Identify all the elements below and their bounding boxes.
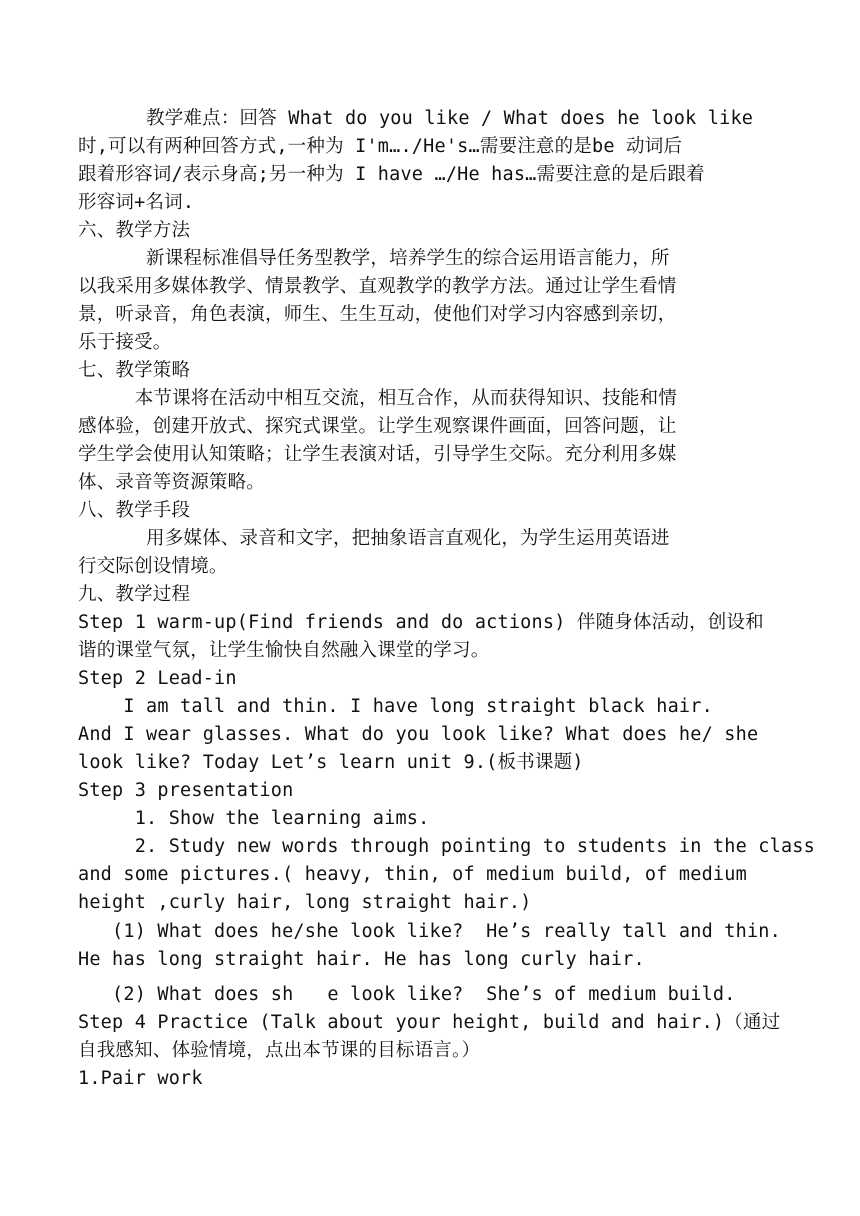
text-line: 本节课将在活动中相互交流，相互合作，从而获得知识、技能和情 [78,388,677,409]
text-line: 1. Show the learning aims. [78,808,430,829]
text-line: height ,curly hair, long straight hair.) [78,892,532,913]
text-line: Step 2 Lead-in [78,668,237,689]
text-line: 教学难点：回答 What do you like / What does he look like [78,108,754,129]
text-line: Step 1 warm-up(Find friends and do actions) 伴随身体活动，创设和 [78,612,764,633]
section-heading: 六、教学方法 [78,220,191,241]
text-line: (1) What does he/she look like? He’s really tall and thin. [78,921,781,942]
text-line: 体、录音等资源策略。 [78,472,266,493]
text-line: 用多媒体、录音和文字，把抽象语言直观化，为学生运用英语进 [78,528,670,549]
text-line: 时,可以有两种回答方式,一种为 I'm…./He's…需要注意的是be 动词后 [78,136,683,157]
text-line: 乐于接受。 [78,332,172,353]
text-line: and some pictures.( heavy, thin, of medium build, of medium [78,864,747,885]
text-line: Step 3 presentation [78,780,294,801]
text-line: 景，听录音，角色表演，师生、生生互动，使他们对学习内容感到亲切， [78,304,677,325]
section-heading: 八、教学手段 [78,500,191,521]
text-line: 1.Pair work [78,1068,203,1089]
text-line: 跟着形容词/表示身高;另一种为 I have …/He has…需要注意的是后跟着 [78,164,705,185]
section-heading: 七、教学策略 [78,360,191,381]
text-line: 自我感知、体验情境，点出本节课的目标语言。） [78,1040,481,1061]
text-line: 2. Study new words through pointing to students in the class [78,836,815,857]
text-line: And I wear glasses. What do you look like? What does he/ she [78,724,759,745]
text-line: 行交际创设情境。 [78,556,228,577]
text-line: (2) What does sh e look like? She’s of medium build. [78,984,736,1005]
text-line: 学生学会使用认知策略；让学生表演对话，引导学生交际。充分利用多媒 [78,444,677,465]
text-line: 形容词+名词. [78,192,195,213]
text-line: He has long straight hair. He has long curly hair. [78,949,645,970]
text-line: I am tall and thin. I have long straight black hair. [78,696,713,717]
text-line: look like? Today Let’s learn unit 9.(板书课题) [78,752,584,773]
text-line: 新课程标准倡导任务型教学，培养学生的综合运用语言能力，所 [78,248,670,269]
text-line: 谐的课堂气氛，让学生愉快自然融入课堂的学习。 [78,640,490,661]
text-line: 以我采用多媒体教学、情景教学、直观教学的教学方法。通过让学生看情 [78,276,677,297]
text-line: Step 4 Practice (Talk about your height, build and hair.)（通过 [78,1012,781,1033]
section-heading: 九、教学过程 [78,584,191,605]
text-line: 感体验，创建开放式、探究式课堂。让学生观察课件画面，回答问题，让 [78,416,677,437]
